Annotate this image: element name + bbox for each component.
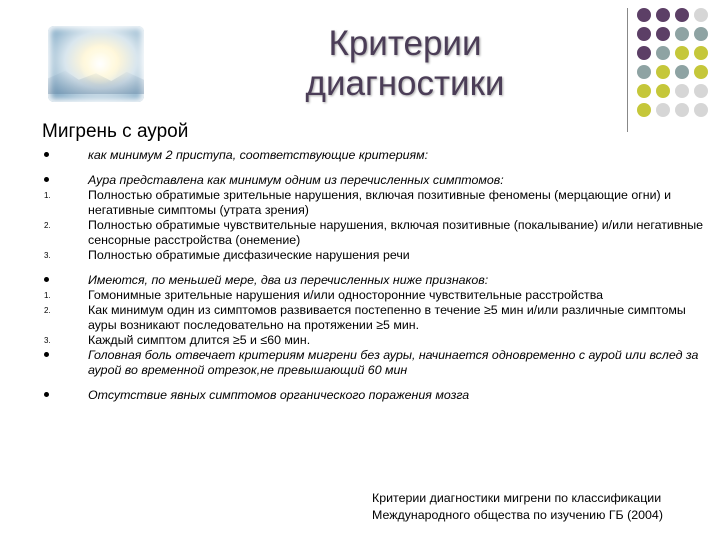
list-number: 1. (44, 291, 51, 300)
decorative-dot (656, 8, 670, 22)
decorative-dot (675, 84, 689, 98)
decorative-dot (656, 27, 670, 41)
list-number: 3. (44, 251, 51, 260)
list-item-text: Полностью обратимые дисфазические нарушения речи (88, 248, 410, 262)
title-line-2: диагностики (305, 64, 505, 103)
decorative-dot (675, 46, 689, 60)
source-line-2: Международного общества по изучению ГБ (2004) (372, 508, 663, 522)
slide-title (270, 24, 540, 104)
list-item-text: как минимум 2 приступа, соответствующие критериям: (88, 148, 429, 162)
decorative-dot (637, 65, 651, 79)
list-gap (44, 263, 704, 273)
decorative-dot (675, 65, 689, 79)
decorative-dot (675, 27, 689, 41)
list-number: 3. (44, 336, 51, 345)
list-item (44, 188, 704, 218)
source-line-1: Критерии диагностики мигрени по классификации (372, 491, 662, 505)
bullet-icon (44, 273, 88, 288)
decorative-dot (656, 103, 670, 117)
decorative-dot (656, 46, 670, 60)
bullet-icon (44, 148, 88, 163)
criteria-list (44, 148, 704, 403)
decorative-dot (637, 103, 651, 117)
list-item (44, 248, 704, 263)
list-item-text: Головная боль отвечает критериям мигрени без ауры, начинается одновременно с аурой или вслед за аурой во временной отрезок,не превышающий 60 мин (88, 348, 699, 377)
sky-photo (48, 26, 144, 102)
title-line-1: Критерии (328, 24, 482, 63)
list-item (44, 348, 704, 378)
decorative-dot (656, 65, 670, 79)
list-item (44, 288, 704, 303)
divider-line (627, 8, 628, 132)
decorative-dot (694, 65, 708, 79)
list-item-text: Гомонимные зрительные нарушения и/или односторонние чувствительные расстройства (88, 288, 604, 302)
decorative-dot (694, 46, 708, 60)
list-gap (44, 163, 704, 173)
bullet-icon (44, 388, 88, 403)
decorative-dot (694, 103, 708, 117)
bullet-icon (44, 348, 88, 363)
list-item-text: Каждый симптом длится ≥5 и ≤60 мин. (88, 333, 311, 347)
list-number: 2. (44, 306, 51, 315)
list-item (44, 273, 704, 288)
source-note (372, 490, 663, 524)
bullet-icon (44, 173, 88, 188)
decorative-dot (656, 84, 670, 98)
decorative-dot (637, 27, 651, 41)
list-item (44, 173, 704, 188)
list-number: 2. (44, 221, 51, 230)
decorative-dot (637, 46, 651, 60)
list-item (44, 148, 704, 163)
decorative-dot (675, 103, 689, 117)
list-number: 1. (44, 191, 51, 200)
decorative-dot (694, 27, 708, 41)
list-item (44, 388, 704, 403)
decorative-dot (637, 84, 651, 98)
decorative-dot (694, 8, 708, 22)
list-item-text: Аура представлена как минимум одним из перечисленных симптомов: (88, 173, 504, 187)
list-gap (44, 378, 704, 388)
decorative-dot (694, 84, 708, 98)
decorative-dot (637, 8, 651, 22)
list-item-text: Имеются, по меньшей мере, два из перечисленных ниже признаков: (88, 273, 489, 287)
list-item-text: Полностью обратимые чувствительные нарушения, включая позитивные (покалывание) и/или негативные сенсорные расстройства (онемение) (88, 218, 704, 247)
list-item (44, 333, 704, 348)
subtitle: Мигрень с аурой (42, 121, 189, 142)
list-item (44, 303, 704, 333)
list-item-text: Полностью обратимые зрительные нарушения, включая позитивные феномены (мерцающие огни) и негативные симптомы (утрата зрения) (88, 188, 672, 217)
decorative-dot (675, 8, 689, 22)
list-item (44, 218, 704, 248)
list-item-text: Отсутствие явных симптомов органического поражения мозга (88, 388, 470, 402)
list-item-text: Как минимум один из симптомов развивается постепенно в течение ≥5 мин и/или различные симптомы ауры возникают последовательно на протяжении ≥5 мин. (88, 303, 686, 332)
